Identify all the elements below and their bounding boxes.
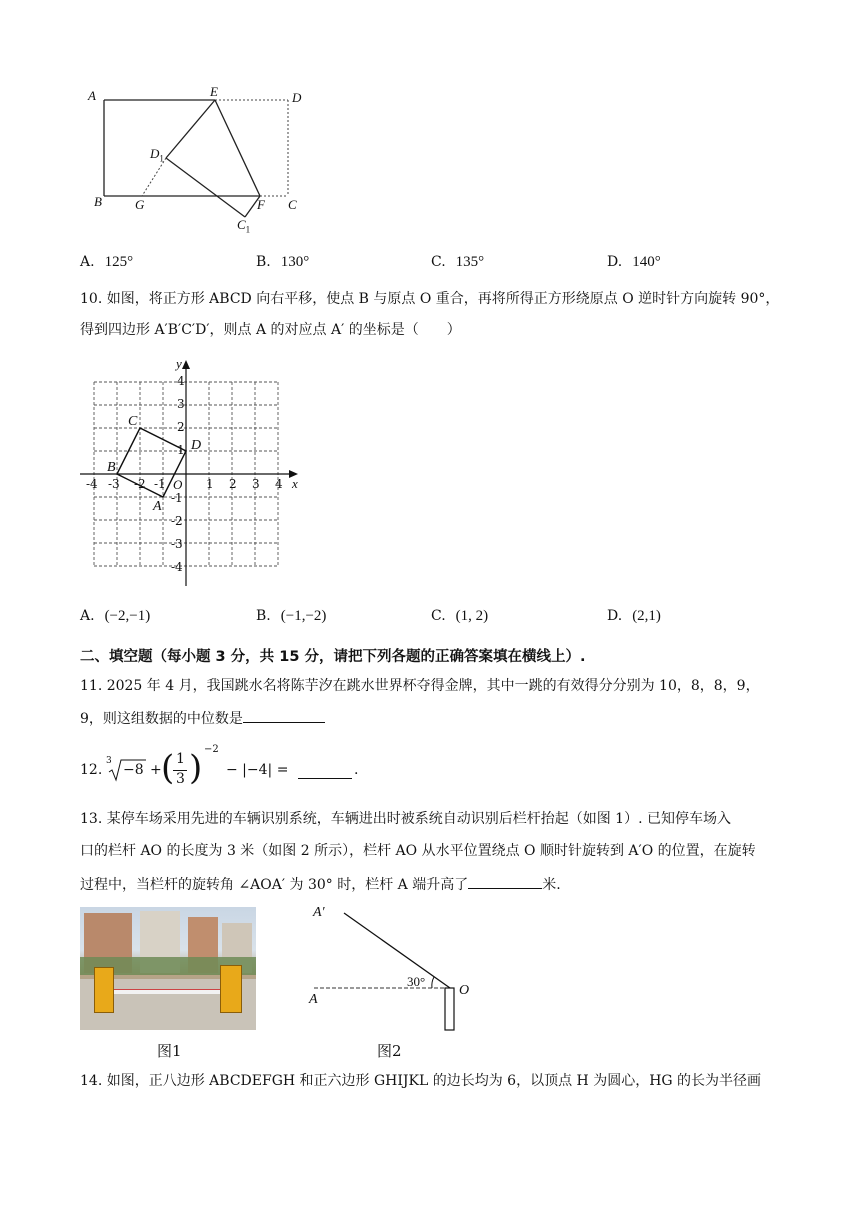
- q9-option-d[interactable]: D. 140°: [607, 254, 661, 270]
- q9-option-c[interactable]: C. 135°: [431, 254, 485, 270]
- q13-bar-AprimeO: [344, 913, 450, 988]
- q10-point-A: A: [153, 499, 162, 514]
- q13-figure1-photo: [80, 907, 256, 1030]
- q10-stem-line2: 得到四边形 A′B′C′D′，则点 A 的对应点 A′ 的坐标是（ ）: [80, 322, 461, 338]
- q9-label-B: B: [94, 194, 102, 209]
- q13-figure1-caption: 图1: [157, 1042, 182, 1060]
- barrier-arm: [110, 989, 225, 994]
- q9-label-D1: $D_1$: [150, 146, 164, 164]
- q10-stem-line1: 10. 如图，将正方形 ABCD 向右平移，使点 B 与原点 O 重合，再将所得正方形绕原点 O 逆时针方向旋转 90°，: [80, 291, 780, 307]
- q13-stem-line3: [80, 874, 561, 895]
- q10-axis-x-label: x: [292, 476, 298, 491]
- q12-radicand: −8: [123, 762, 144, 778]
- q10-option-d[interactable]: D. (2,1): [607, 608, 661, 624]
- q9-label-F: F: [257, 197, 265, 212]
- q13-post: [445, 988, 454, 1030]
- q10-tick-x: 4: [275, 477, 283, 491]
- q9-edge-D1G: [142, 158, 166, 196]
- q10-tick-y: 3: [177, 397, 185, 411]
- q10-origin-label: O: [173, 477, 183, 492]
- q9-edge-D1C1: [166, 158, 245, 217]
- q10-point-B: B: [107, 460, 116, 475]
- q10-axis-y-label: y: [176, 356, 182, 371]
- q10-option-c[interactable]: C. (1, 2): [431, 608, 489, 624]
- q10-tick-x: 1: [206, 477, 214, 491]
- q12-plus: +: [150, 762, 162, 778]
- gate-post-left: [94, 967, 114, 1013]
- q12-answer-blank[interactable]: [298, 764, 352, 779]
- q11-stem-line2: [80, 708, 325, 729]
- q11-stem-line1: 11. 2025 年 4 月，我国跳水名将陈芋汐在跳水世界杯夺得金牌，其中一跳的有效得分分别为 10，8，8，9，: [80, 678, 760, 694]
- q13-label-angle: 30°: [407, 974, 426, 989]
- q10-tick-y: 1: [177, 443, 185, 457]
- q9-option-a[interactable]: A. 125°: [80, 254, 134, 270]
- q13-figure2-caption: 图2: [377, 1042, 402, 1060]
- q10-tick-y: -1: [171, 491, 183, 505]
- q13-angle-arc: [432, 977, 434, 988]
- q10-tick-x: -2: [134, 477, 146, 491]
- q10-tick-y: -4: [171, 560, 183, 574]
- q13-stem-line2: 口的栏杆 AO 的长度为 3 米（如图 2 所示），栏杆 AO 从水平位置绕点 O 顺时针旋转到 A′O 的位置，在旋转: [80, 843, 756, 859]
- q9-label-C: C: [288, 197, 297, 212]
- section-2-heading: 二、填空题（每小题 3 分，共 15 分，请把下列各题的正确答案填在横线上）.: [80, 649, 586, 665]
- q12-paren-left: (: [161, 748, 175, 788]
- q9-label-C1: $C_1$: [237, 217, 251, 235]
- q10-tick-y: -2: [171, 514, 183, 528]
- q12-fraction-numerator: 1: [176, 751, 185, 767]
- q13-label-A: A: [309, 992, 318, 1007]
- q12-fraction-denominator: 3: [176, 771, 185, 787]
- q9-option-b[interactable]: B. 130°: [256, 254, 310, 270]
- q13-figure2: [300, 900, 500, 1034]
- q14-stem-line1: 14. 如图，正八边形 ABCDEFGH 和正六边形 GHIJKL 的边长均为 6，以顶点 H 为圆心，HG 的长为半径画: [80, 1073, 762, 1089]
- q13-line3-text: 过程中，当栏杆的旋转角 ∠AOA′ 为 30° 时，栏杆 A 端升高了: [80, 877, 469, 893]
- q13-stem-line1: 13. 某停车场采用先进的车辆识别系统，车辆进出时被系统自动识别后栏杆抬起（如图 1）. 已知停车场入: [80, 811, 731, 827]
- q10-tick-x: -3: [108, 477, 120, 491]
- q10-tick-y: 4: [177, 374, 185, 388]
- q9-edge-EF: [215, 100, 260, 196]
- q9-label-E: E: [210, 84, 218, 99]
- q10-tick-y: -3: [171, 537, 183, 551]
- q10-point-C: C: [128, 414, 138, 429]
- q9-label-A: A: [88, 88, 96, 103]
- q13-label-Aprime: A′: [313, 905, 325, 920]
- q10-tick-x: -1: [154, 477, 166, 491]
- q12-root-index: 3: [106, 756, 112, 766]
- q11-answer-blank[interactable]: [243, 708, 325, 723]
- q12-paren-right: ): [189, 748, 203, 788]
- q11-text: 9，则这组数据的中位数是: [80, 711, 243, 727]
- q9-edge-ED1: [166, 100, 215, 158]
- q10-tick-x: -4: [86, 477, 98, 491]
- q12-end: .: [354, 762, 359, 778]
- q13-answer-blank[interactable]: [468, 874, 542, 889]
- q10-tick-y: 2: [177, 420, 185, 434]
- q10-tick-x: 2: [229, 477, 237, 491]
- q12-number: 12.: [80, 762, 103, 778]
- q13-line3-unit: 米.: [542, 877, 561, 893]
- gate-post-right: [220, 965, 242, 1013]
- q10-option-b[interactable]: B. (−1,−2): [256, 608, 327, 624]
- q12-exponent: −2: [204, 744, 219, 755]
- q10-y-arrow: [182, 360, 190, 369]
- q9-label-G: G: [135, 197, 145, 212]
- q10-point-D: D: [191, 438, 202, 453]
- q9-label-D: D: [292, 90, 302, 105]
- q10-tick-x: 3: [252, 477, 260, 491]
- q13-label-O: O: [459, 983, 470, 998]
- q12-absolute-part: − |−4| =: [226, 762, 289, 778]
- q10-option-a[interactable]: A. (−2,−1): [80, 608, 151, 624]
- q9-figure: [80, 84, 310, 236]
